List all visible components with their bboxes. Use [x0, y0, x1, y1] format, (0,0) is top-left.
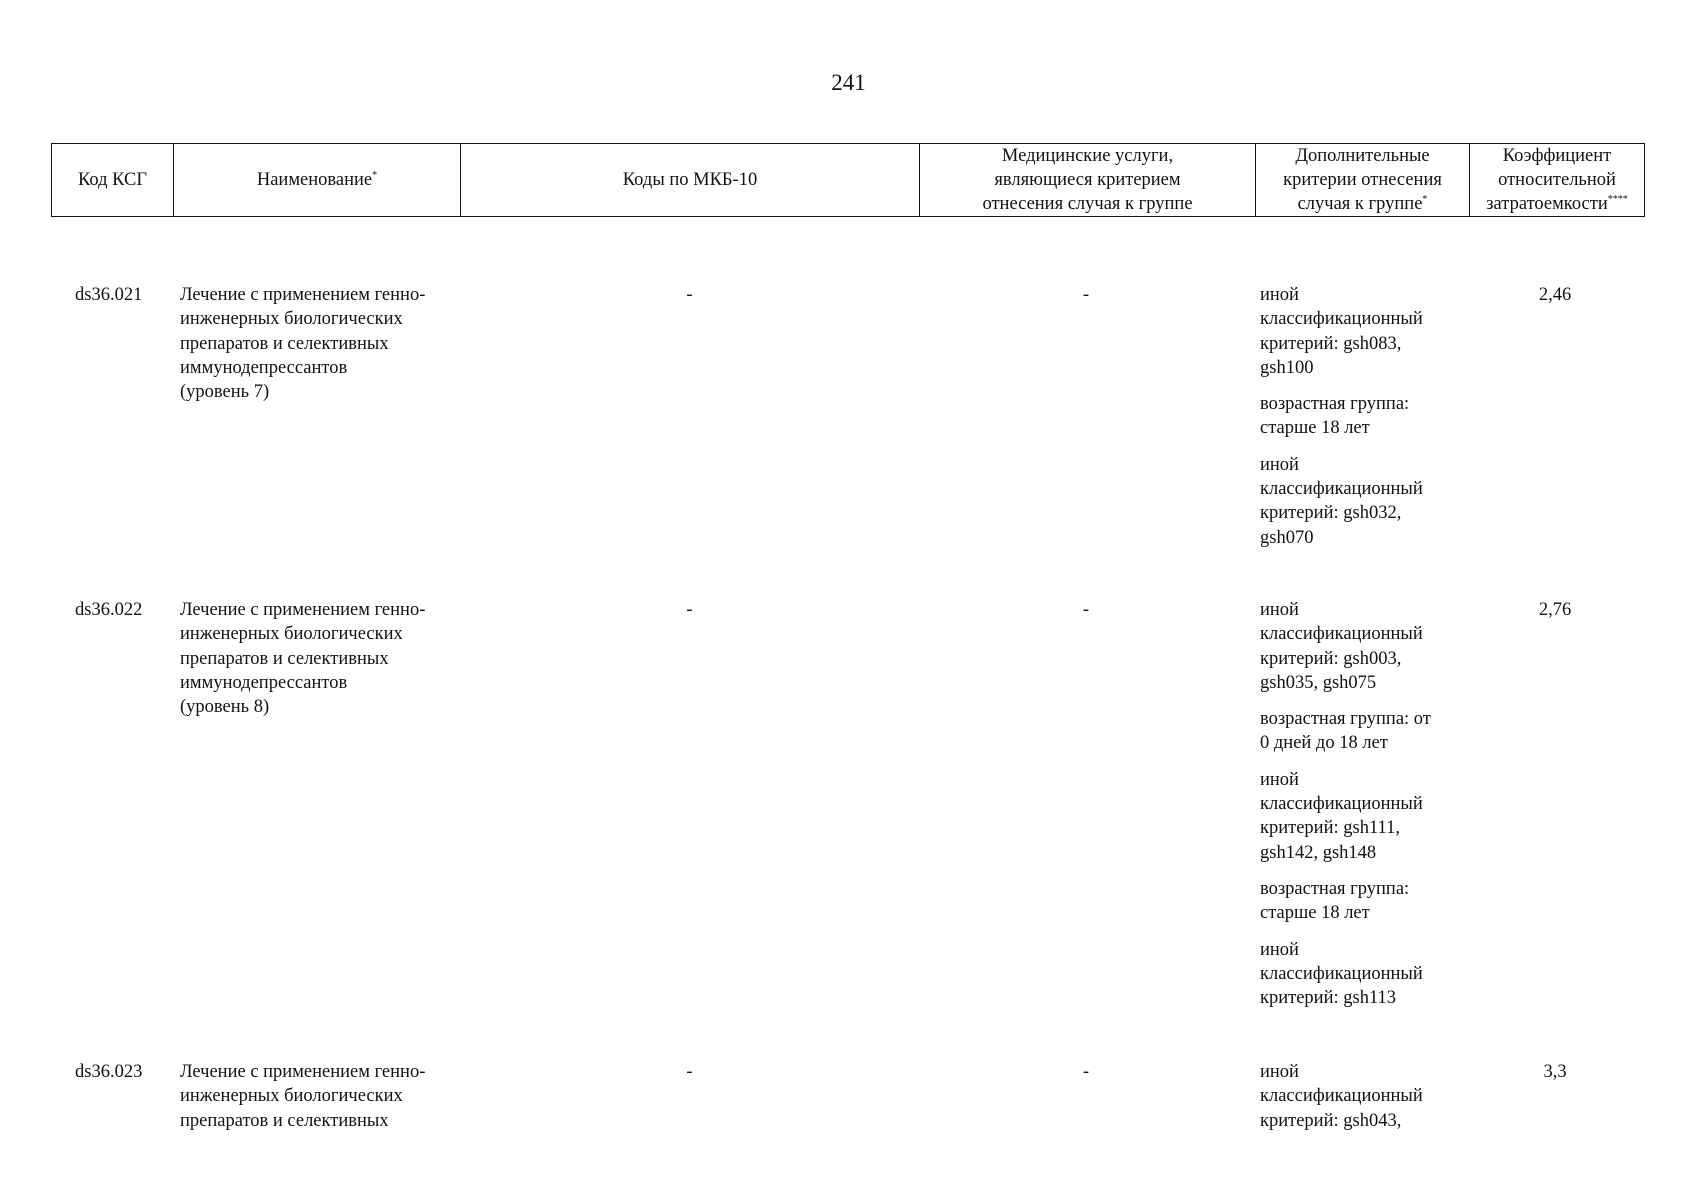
- criteria-line: критерий: gsh113: [1260, 988, 1397, 1009]
- criteria-line: старше 18 лет: [1260, 418, 1370, 439]
- header-name: Наименование*: [174, 144, 461, 217]
- criteria-line: старше 18 лет: [1260, 903, 1370, 924]
- page-number: 241: [831, 70, 866, 95]
- criteria-line: иной: [1260, 939, 1299, 960]
- mkb-codes: -: [686, 1062, 693, 1082]
- ksg-name: [180, 1060, 470, 1133]
- cost-coefficient: 2,76: [1538, 600, 1572, 620]
- ksg-name-line: Лечение с применением генно-: [180, 1062, 426, 1082]
- ksg-name-line: (уровень 7): [180, 382, 270, 403]
- mkb-codes: -: [686, 285, 693, 305]
- criteria-line: критерий: gsh043,: [1260, 1110, 1402, 1131]
- ksg-name: [180, 283, 470, 404]
- ksg-name-line: препаратов и селективных: [180, 1110, 389, 1131]
- criteria-line: 0 дней до 18 лет: [1260, 733, 1388, 754]
- header-criteria: Дополнительные критерии отнесения случая к группе*: [1256, 144, 1470, 217]
- ksg-name-line: иммунодепрессантов: [180, 672, 348, 693]
- criteria-line: классификационный: [1260, 963, 1423, 984]
- criteria-block: [1260, 768, 1460, 865]
- criteria-line: gsh035, gsh075: [1260, 672, 1377, 693]
- criteria-block: [1260, 598, 1460, 695]
- criteria-line: gsh100: [1260, 357, 1314, 378]
- criteria-block: [1260, 453, 1460, 550]
- criteria-line: классификационный: [1260, 479, 1423, 500]
- criteria-line: классификационный: [1260, 794, 1423, 815]
- criteria-block: [1260, 938, 1460, 1011]
- ksg-name-line: препаратов и селективных: [180, 333, 389, 354]
- ksg-name-line: (уровень 8): [180, 697, 270, 718]
- criteria-line: классификационный: [1260, 1086, 1423, 1107]
- ksg-code: ds36.022: [75, 600, 143, 620]
- criteria-line: gsh142, gsh148: [1260, 842, 1377, 863]
- ksg-name: [180, 598, 470, 719]
- medical-services: -: [1082, 285, 1090, 305]
- criteria-line: иной: [1260, 1062, 1299, 1082]
- criteria-line: критерий: gsh083,: [1260, 333, 1402, 354]
- header-services: Медицинские услуги, являющиеся критерием отнесения случая к группе: [920, 144, 1256, 217]
- criteria-line: критерий: gsh111,: [1260, 818, 1400, 839]
- ksg-name-line: иммунодепрессантов: [180, 357, 348, 378]
- mkb-codes: -: [686, 600, 693, 620]
- additional-criteria: [1260, 283, 1460, 562]
- criteria-block: [1260, 1060, 1460, 1133]
- criteria-line: иной: [1260, 769, 1299, 790]
- criteria-line: возрастная группа:: [1260, 394, 1410, 415]
- cost-coefficient: 3,3: [1543, 1062, 1567, 1082]
- medical-services: -: [1082, 600, 1090, 620]
- criteria-line: gsh070: [1260, 527, 1314, 548]
- criteria-block: [1260, 877, 1460, 926]
- criteria-line: критерий: gsh032,: [1260, 503, 1402, 524]
- table-header: [51, 143, 1645, 217]
- cost-coefficient: 2,46: [1538, 285, 1572, 305]
- criteria-line: иной: [1260, 600, 1299, 620]
- criteria-block: [1260, 707, 1460, 756]
- ksg-name-line: Лечение с применением генно-: [180, 285, 426, 305]
- ksg-name-line: Лечение с применением генно-: [180, 600, 426, 620]
- ksg-name-line: инженерных биологических: [180, 624, 403, 645]
- header-mkb: Коды по МКБ-10: [461, 144, 920, 217]
- criteria-line: классификационный: [1260, 624, 1423, 645]
- criteria-block: [1260, 283, 1460, 380]
- criteria-block: [1260, 392, 1460, 441]
- additional-criteria: [1260, 598, 1460, 1022]
- criteria-line: классификационный: [1260, 309, 1423, 330]
- criteria-line: критерий: gsh003,: [1260, 648, 1402, 669]
- additional-criteria: [1260, 1060, 1460, 1145]
- header-code: Код КСГ: [52, 144, 174, 217]
- medical-services: -: [1082, 1062, 1090, 1082]
- header-coef: Коэффициент относительной затратоемкости****: [1470, 144, 1645, 217]
- criteria-line: возрастная группа:: [1260, 878, 1410, 899]
- criteria-line: возрастная группа: от: [1260, 709, 1431, 730]
- ksg-code: ds36.021: [75, 285, 143, 305]
- ksg-code: ds36.023: [75, 1062, 143, 1082]
- criteria-line: иной: [1260, 285, 1299, 305]
- ksg-name-line: препаратов и селективных: [180, 648, 389, 669]
- criteria-line: иной: [1260, 454, 1299, 475]
- ksg-name-line: инженерных биологических: [180, 309, 403, 330]
- ksg-name-line: инженерных биологических: [180, 1086, 403, 1107]
